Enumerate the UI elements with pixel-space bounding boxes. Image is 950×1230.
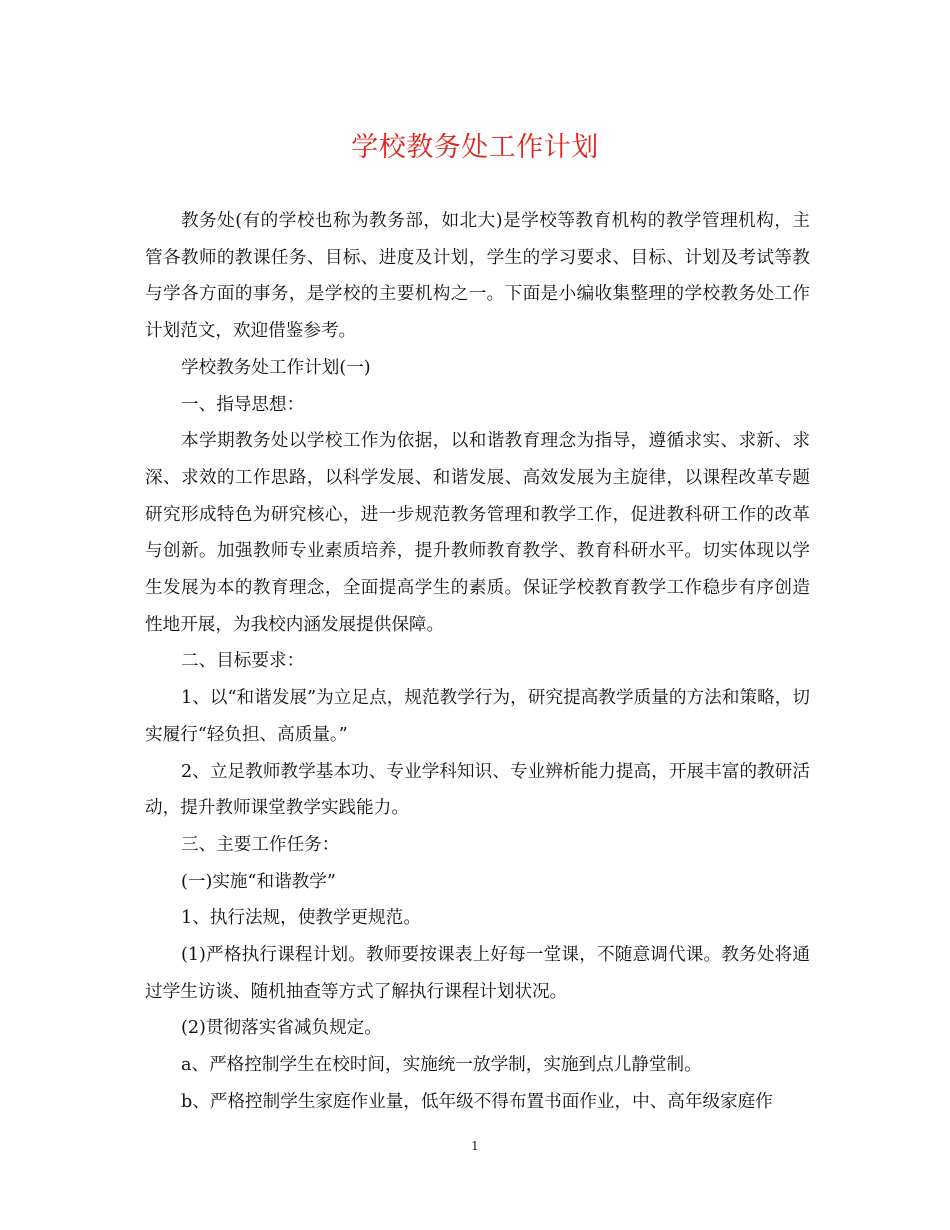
paragraph-item-a: a、严格控制学生在校时间，实施统一放学制，实施到点儿静堂制。 [181, 1055, 702, 1076]
paragraph-section-3-heading: 三、主要工作任务： [181, 834, 340, 855]
document-body [145, 203, 810, 1121]
paragraph-section-2-heading: 二、目标要求： [181, 651, 305, 672]
paragraph-plan-heading: 学校教务处工作计划(一) [181, 357, 371, 378]
paragraph-guiding-ideology: 本学期教务处以学校工作为依据，以和谐教育理念为指导，遵循求实、求新、求深、求效的工作思路，以科学发展、和谐发展、高效发展为主旋律，以课程改革专题研究形成特色为研究核心，进一步规范教务管理和教学工作，促进教科研工作的改革与创新。加强教师专业素质培养，提升教师教育教学、教育科研水平。切实体现以学生发展为本的教育理念，全面提高学生的素质。保证学校教育教学工作稳步有序创造性地开展，为我校内涵发展提供保障。 [145, 431, 810, 635]
paragraph-item-b: b、严格控制学生家庭作业量，低年级不得布置书面作业，中、高年级家庭作 [181, 1091, 773, 1112]
paragraph-item-1-1: (1)严格执行课程计划。教师要按课表上好每一堂课，不随意调代课。教务处将通过学生访谈、随机抽查等方式了解执行课程计划状况。 [145, 945, 810, 1002]
page-number: 1 [471, 1139, 479, 1153]
document-title: 学校教务处工作计划 [351, 132, 599, 163]
paragraph-item-1-2: (2)贯彻落实省减负规定。 [181, 1018, 382, 1039]
paragraph-goal-1: 1、以“和谐发展”为立足点，规范教学行为，研究提高教学质量的方法和策略，切实履行“轻负担、高质量。” [145, 688, 810, 745]
paragraph-section-1-heading: 一、指导思想： [181, 394, 305, 415]
paragraph-intro: 教务处(有的学校也称为教务部，如北大)是学校等教育机构的教学管理机构，主管各教师的教课任务、目标、进度及计划，学生的学习要求、目标、计划及考试等教与学各方面的事务，是学校的主要机构之一。下面是小编收集整理的学校教务处工作计划范文，欢迎借鉴参考。 [145, 211, 810, 342]
paragraph-item-1: 1、执行法规，使教学更规范。 [181, 908, 421, 929]
paragraph-goal-2: 2、立足教师教学基本功、专业学科知识、专业辨析能力提高，开展丰富的教研活动，提升教师课堂教学实践能力。 [145, 761, 810, 819]
paragraph-subsection-1: (一)实施“和谐教学” [181, 871, 336, 892]
